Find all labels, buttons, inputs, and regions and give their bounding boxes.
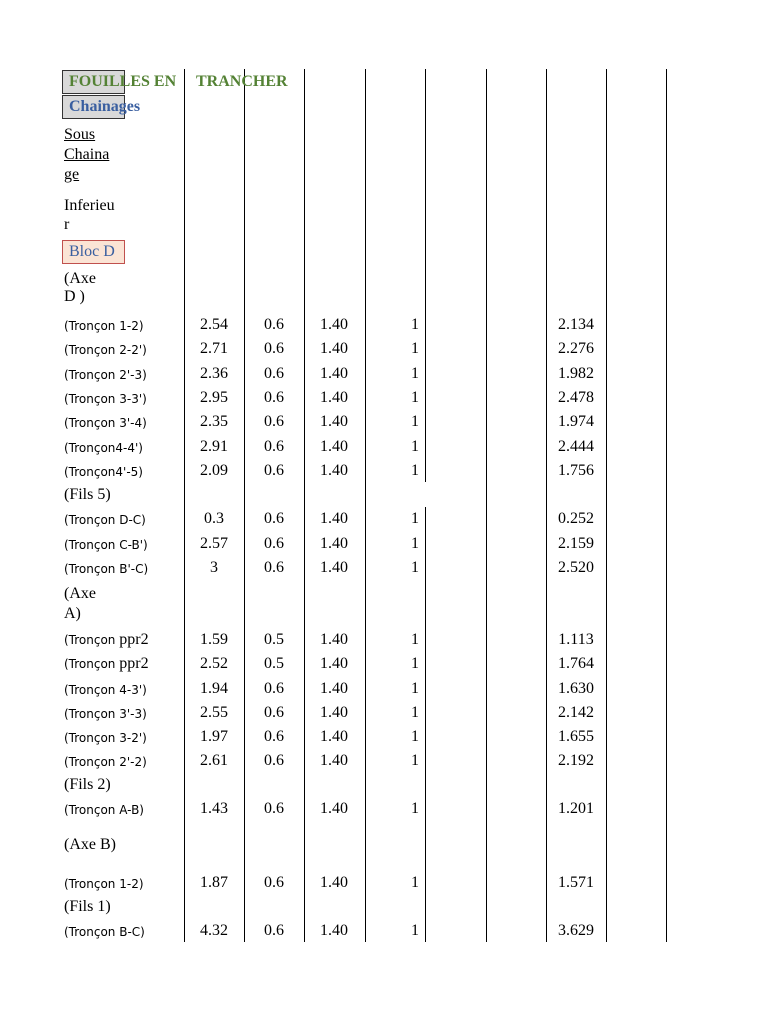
inferieur-label: Inferieu r <box>64 197 115 233</box>
cell-c3: 1.40 <box>320 752 348 769</box>
cell-c2: 0.6 <box>264 510 284 527</box>
row-label: (Tronçon 3'-3) <box>64 707 147 721</box>
sous-chainage-label: Sous Chaina ge <box>64 126 110 183</box>
cell-c1: 1.43 <box>200 800 228 817</box>
cell-c3: 1.40 <box>320 631 348 648</box>
cell-c4: 1 <box>411 728 419 745</box>
row-label: (Tronçon D-C) <box>64 513 146 527</box>
cell-c1: 1.59 <box>200 631 228 648</box>
cell-c3: 1.40 <box>320 728 348 745</box>
row-label: (Tronçon 3-2') <box>64 731 147 745</box>
cell-c3: 1.40 <box>320 535 348 552</box>
cell-c6: 2.276 <box>558 340 594 357</box>
cell-c3: 1.40 <box>320 316 348 333</box>
cell-c3: 1.40 <box>320 462 348 479</box>
column-divider <box>666 69 667 942</box>
cell-c2: 0.6 <box>264 922 284 939</box>
cell-c4: 1 <box>411 752 419 769</box>
cell-c2: 0.6 <box>264 413 284 430</box>
cell-c1: 4.32 <box>200 922 228 939</box>
cell-c6: 2.444 <box>558 438 594 455</box>
cell-c6: 2.520 <box>558 559 594 576</box>
chainages-heading: Chainages <box>69 98 141 115</box>
cell-c6: 1.756 <box>558 462 594 479</box>
row-label: (Tronçon ppr2 <box>64 631 149 648</box>
cell-c6: 3.629 <box>558 922 594 939</box>
cell-c2: 0.6 <box>264 462 284 479</box>
cell-c2: 0.6 <box>264 389 284 406</box>
cell-c2: 0.5 <box>264 655 284 672</box>
cell-c1: 2.57 <box>200 535 228 552</box>
row-label: (Tronçon 3'-4) <box>64 416 147 430</box>
section-label: (Fils 1) <box>64 898 111 915</box>
cell-c4: 1 <box>411 631 419 648</box>
cell-c2: 0.6 <box>264 752 284 769</box>
document-title-part1: FOUILLES EN <box>69 73 177 90</box>
cell-c4: 1 <box>411 704 419 721</box>
cell-c4: 1 <box>411 535 419 552</box>
row-label: (Tronçon 2'-3) <box>64 368 147 382</box>
cell-c2: 0.6 <box>264 438 284 455</box>
row-label: (Tronçon4-4') <box>64 441 143 455</box>
cell-c2: 0.6 <box>264 340 284 357</box>
cell-c3: 1.40 <box>320 922 348 939</box>
cell-c1: 1.87 <box>200 874 228 891</box>
cell-c1: 2.61 <box>200 752 228 769</box>
row-label: (Tronçon B'-C) <box>64 562 149 576</box>
cell-c2: 0.6 <box>264 365 284 382</box>
cell-c6: 2.478 <box>558 389 594 406</box>
cell-c3: 1.40 <box>320 510 348 527</box>
cell-c1: 2.71 <box>200 340 228 357</box>
cell-c2: 0.6 <box>264 559 284 576</box>
cell-c6: 0.252 <box>558 510 594 527</box>
cell-c6: 1.113 <box>558 631 594 648</box>
row-label: (Tronçon 1-2) <box>64 319 144 333</box>
cell-c4: 1 <box>411 800 419 817</box>
cell-c6: 1.201 <box>558 800 594 817</box>
cell-c1: 2.35 <box>200 413 228 430</box>
cell-c4: 1 <box>411 389 419 406</box>
row-label: (Tronçon ppr2 <box>64 655 149 672</box>
cell-c4: 1 <box>411 365 419 382</box>
cell-c3: 1.40 <box>320 874 348 891</box>
cell-c1: 1.97 <box>200 728 228 745</box>
cell-c2: 0.5 <box>264 631 284 648</box>
row-label: (Tronçon 1-2) <box>64 877 144 891</box>
cell-c3: 1.40 <box>320 365 348 382</box>
cell-c2: 0.6 <box>264 728 284 745</box>
document-title-part2: TRANCHER <box>196 73 288 90</box>
bloc-label: Bloc D <box>69 243 115 260</box>
row-label: (Tronçon A-B) <box>64 803 144 817</box>
cell-c1: 2.55 <box>200 704 228 721</box>
cell-c6: 1.764 <box>558 655 594 672</box>
cell-c6: 2.134 <box>558 316 594 333</box>
cell-c1: 2.52 <box>200 655 228 672</box>
cell-c3: 1.40 <box>320 389 348 406</box>
column-divider <box>365 69 366 942</box>
cell-c4: 1 <box>411 922 419 939</box>
cell-c4: 1 <box>411 438 419 455</box>
cell-c4: 1 <box>411 655 419 672</box>
cell-c4: 1 <box>411 680 419 697</box>
cell-c4: 1 <box>411 340 419 357</box>
cell-c6: 1.974 <box>558 413 594 430</box>
cell-c3: 1.40 <box>320 680 348 697</box>
cell-c2: 0.6 <box>264 316 284 333</box>
cell-c1: 2.95 <box>200 389 228 406</box>
row-label: (Tronçon 2-2') <box>64 343 147 357</box>
cell-c1: 2.09 <box>200 462 228 479</box>
row-label: (Tronçon B-C) <box>64 925 145 939</box>
cell-c1: 2.36 <box>200 365 228 382</box>
cell-c1: 2.91 <box>200 438 228 455</box>
cell-c2: 0.6 <box>264 874 284 891</box>
cell-c6: 2.192 <box>558 752 594 769</box>
cell-c3: 1.40 <box>320 800 348 817</box>
cell-c6: 1.655 <box>558 728 594 745</box>
cell-c2: 0.6 <box>264 680 284 697</box>
cell-c4: 1 <box>411 462 419 479</box>
cell-c1: 3 <box>210 559 218 576</box>
cell-c4: 1 <box>411 413 419 430</box>
axe-d-label: (Axe D ) <box>64 270 96 305</box>
cell-c3: 1.40 <box>320 413 348 430</box>
cell-c1: 2.54 <box>200 316 228 333</box>
section-label: (Fils 5) <box>64 486 111 503</box>
cell-c2: 0.6 <box>264 704 284 721</box>
cell-c3: 1.40 <box>320 340 348 357</box>
column-divider <box>606 69 607 942</box>
row-label: (Tronçon 3-3') <box>64 392 147 406</box>
row-label: (Tronçon4'-5) <box>64 465 143 479</box>
cell-c2: 0.6 <box>264 800 284 817</box>
row-label: (Tronçon 2'-2) <box>64 755 147 769</box>
cell-c3: 1.40 <box>320 704 348 721</box>
column-divider <box>486 69 487 942</box>
cell-c4: 1 <box>411 874 419 891</box>
cell-c4: 1 <box>411 559 419 576</box>
cell-c6: 1.630 <box>558 680 594 697</box>
cell-c4: 1 <box>411 316 419 333</box>
cell-c4: 1 <box>411 510 419 527</box>
cell-c2: 0.6 <box>264 535 284 552</box>
row-label: (Tronçon 4-3') <box>64 683 147 697</box>
cell-c1: 0.3 <box>204 510 224 527</box>
section-label: (Axe A) <box>64 585 96 622</box>
cell-c6: 2.159 <box>558 535 594 552</box>
cell-c1: 1.94 <box>200 680 228 697</box>
row-label: (Tronçon C-B') <box>64 538 148 552</box>
section-label: (Axe B) <box>64 836 116 853</box>
cell-c6: 1.571 <box>558 874 594 891</box>
cell-c3: 1.40 <box>320 559 348 576</box>
cell-c3: 1.40 <box>320 438 348 455</box>
section-label: (Fils 2) <box>64 776 111 793</box>
cell-c3: 1.40 <box>320 655 348 672</box>
cell-c6: 1.982 <box>558 365 594 382</box>
cell-c6: 2.142 <box>558 704 594 721</box>
